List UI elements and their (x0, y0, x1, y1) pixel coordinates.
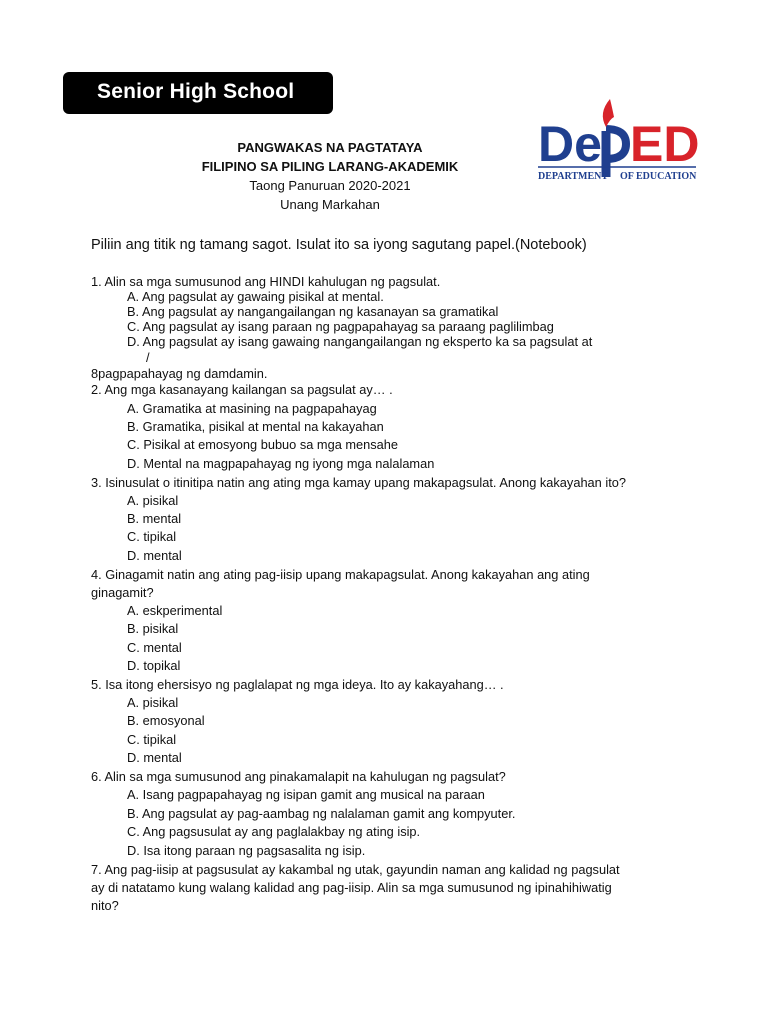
q1-option-c: C. Ang pagsulat ay isang paraan ng pagpapahayag sa paraang paglilimbag (127, 319, 554, 334)
question-6: 6. Alin sa mga sumusunod ang pinakamalapit na kahulugan ng pagsulat? (91, 769, 506, 784)
subject-title: FILIPINO SA PILING LARANG-AKADEMIK (201, 159, 459, 174)
q5-option-b: B. emosyonal (127, 713, 205, 728)
banner-title: Senior High School (97, 80, 295, 103)
q2-option-c: C. Pisikal at emosyong bubuo sa mga mensahe (127, 437, 399, 452)
q1-continuation: 8pagpapahayag ng damdamin. (91, 366, 268, 381)
banner (63, 72, 333, 114)
question-3: 3. Isinusulat o itinitipa natin ang ating mga kamay upang makapagsulat. Anong kakayahan ito? (91, 475, 626, 490)
q3-option-d: D. mental (127, 548, 182, 563)
q3-option-a: A. pisikal (127, 493, 179, 508)
torch-flame-icon (603, 99, 614, 127)
q5-option-c: C. tipikal (127, 732, 177, 747)
school-year: Taong Panuruan 2020-2021 (249, 178, 411, 193)
question-7-line3: nito? (91, 898, 119, 913)
question-4: 4. Ginagamit natin ang ating pag-iisip upang makapagsulat. Anong kakayahan ang ating (91, 567, 590, 582)
question-1: 1. Alin sa mga sumusunod ang HINDI kahulugan ng pagsulat. (91, 274, 441, 289)
q4-option-c: C. mental (127, 640, 182, 655)
q1-option-a: A. Ang pagsulat ay gawaing pisikal at mental. (127, 289, 384, 304)
q1-option-b: B. Ang pagsulat ay nangangailangan ng kasanayan sa gramatikal (127, 304, 499, 319)
question-7: 7. Ang pag-iisip at pagsusulat ay kakambal ng utak, gayundin naman ang kalidad ng pagsulat (91, 862, 620, 877)
q3-option-c: C. tipikal (127, 529, 177, 544)
q3-option-b: B. mental (127, 511, 182, 526)
q2-option-b: B. Gramatika, pisikal at mental na kakayahan (127, 419, 384, 434)
logo-subtitle-left: DEPARTMENT (538, 171, 609, 182)
q5-option-a: A. pisikal (127, 695, 179, 710)
q4-option-b: B. pisikal (127, 621, 179, 636)
q6-option-d: D. Isa itong paraan ng pagsasalita ng isip. (127, 843, 366, 858)
deped-logo (536, 95, 700, 185)
question-2: 2. Ang mga kasanayang kailangan sa pagsulat ay… . (91, 382, 393, 397)
instructions: Piliin ang titik ng tamang sagot. Isulat ito sa iyong sagutang papel.(Notebook) (91, 237, 587, 253)
q6-option-c: C. Ang pagsusulat ay ang paglalakbay ng ating isip. (127, 824, 421, 839)
question-5: 5. Isa itong ehersisyo ng paglalapat ng mga ideya. Ito ay kakayahang… . (91, 677, 504, 692)
logo-text-ed: ED (630, 116, 700, 172)
logo-text-de: De (538, 116, 602, 172)
logo-subtitle-right: OF EDUCATION (620, 171, 697, 182)
exam-title: PANGWAKAS NA PAGTATAYA (237, 140, 423, 155)
question-4-line2: ginagamit? (91, 585, 154, 600)
question-7-line2: ay di natatamo kung walang kalidad ang pag-iisip. Alin sa mga sumusunod ng ipinahihiwatig (91, 880, 612, 895)
q1-option-d: D. Ang pagsulat ay isang gawaing nangangailangan ng eksperto ka sa pagsulat at (127, 334, 593, 349)
q5-option-d: D. mental (127, 750, 182, 765)
q2-option-a: A. Gramatika at masining na pagpapahayag (127, 401, 377, 416)
q4-option-a: A. eskperimental (127, 603, 223, 618)
quarter: Unang Markahan (280, 197, 380, 212)
q6-option-a: A. Isang pagpapahayag ng isipan gamit ang musical na paraan (127, 787, 485, 802)
q1-stray-slash: / (146, 350, 150, 365)
q4-option-d: D. topikal (127, 658, 181, 673)
q2-option-d: D. Mental na magpapahayag ng iyong mga nalalaman (127, 456, 435, 471)
q6-option-b: B. Ang pagsulat ay pag-aambag ng nalalaman gamit ang kompyuter. (127, 806, 516, 821)
